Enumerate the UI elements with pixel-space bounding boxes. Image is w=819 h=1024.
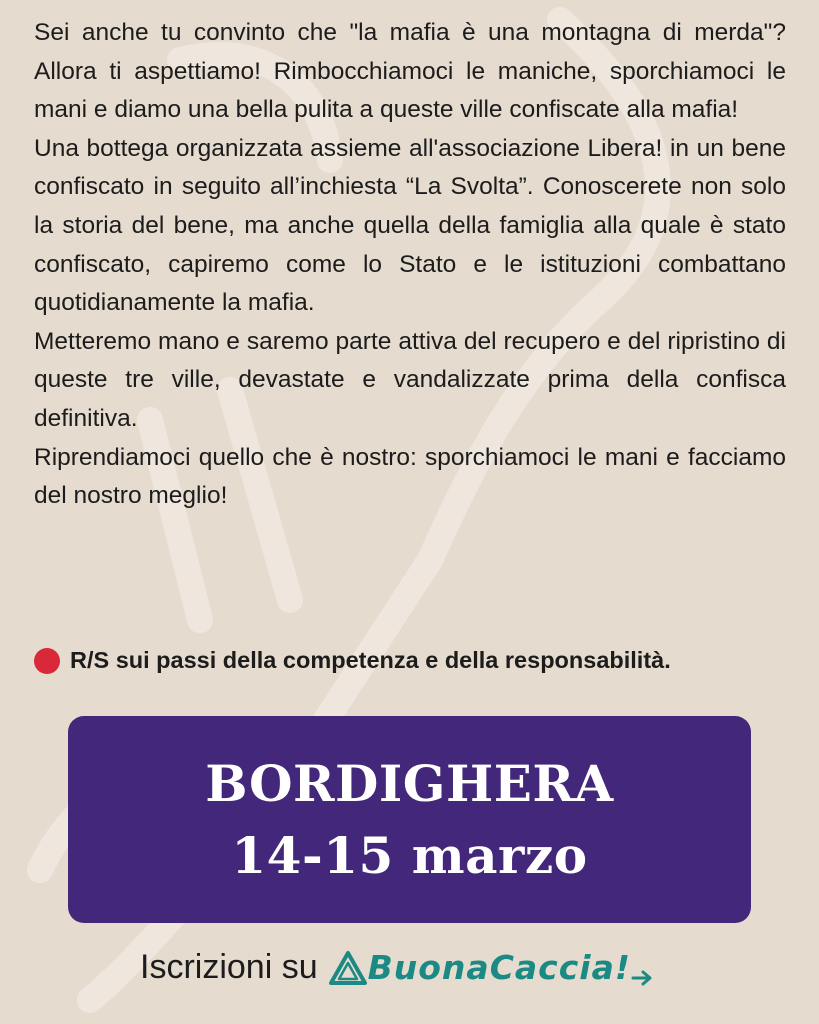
arrow-right-icon — [631, 950, 655, 986]
branch-tag-text: R/S sui passi della competenza e della responsabilità. — [70, 647, 671, 673]
paragraph-bottega: Una bottega organizzata assieme all'associazione Libera! in un bene confiscato in seguito all’inchiesta “La Svolta”. Conoscerete non solo la storia del bene, ma anche quella della famiglia alla quale è stato confiscato, capiremo come lo Stato e le istituzioni combattano quotidianamente la mafia. — [34, 134, 786, 317]
description-text — [34, 14, 786, 516]
event-info-box — [68, 716, 751, 923]
paragraph-closing: Riprendiamoci quello che è nostro: sporchiamoci le mani e facciamo del nostro meglio! — [34, 443, 786, 510]
buonacaccia-triangle-icon — [328, 950, 368, 986]
registration-footer — [140, 948, 655, 987]
paragraph-intro: Sei anche tu convinto che "la mafia è una montagna di merda"? Allora ti aspettiamo! Rimbocchiamoci le maniche, sporchiamoci le mani e diamo una bella pulita a queste ville confiscate alla mafia! — [34, 19, 786, 124]
red-circle-icon — [34, 648, 60, 674]
buonacaccia-logo-text: BuonaCaccia! — [367, 948, 631, 987]
branch-tag-line — [34, 647, 671, 674]
event-city: BORDIGHERA — [205, 753, 614, 813]
registration-text: Iscrizioni su — [140, 948, 318, 986]
paragraph-recupero: Metteremo mano e saremo parte attiva del recupero e del ripristino di queste tre ville, devastate e vandalizzate prima della confisca definitiva. — [34, 327, 786, 432]
buonacaccia-logo[interactable] — [328, 948, 655, 987]
event-dates: 14-15 marzo — [231, 825, 588, 885]
